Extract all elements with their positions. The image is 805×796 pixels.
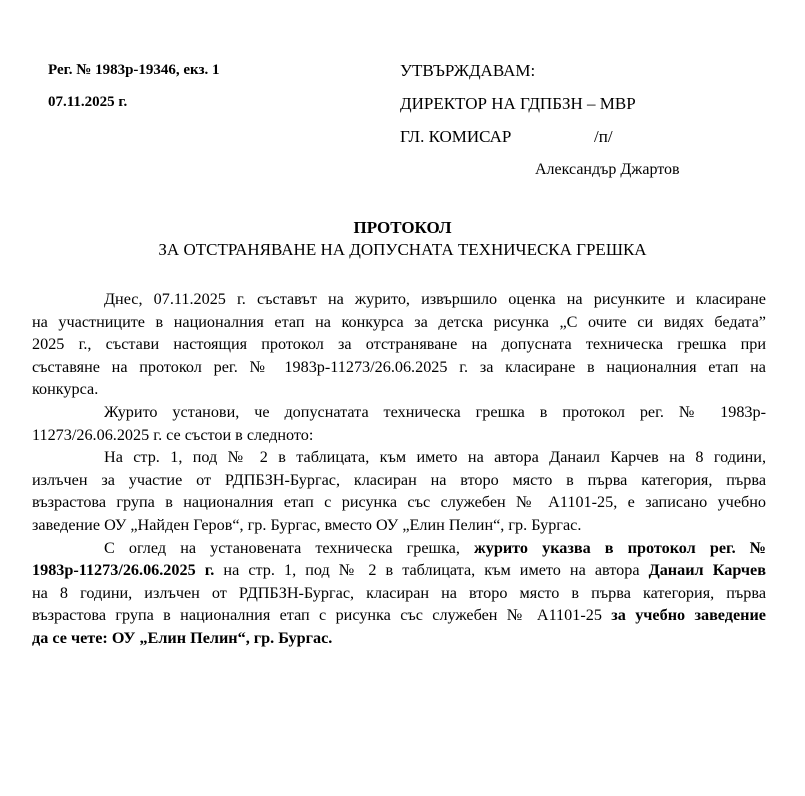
paragraph-line: излъчен за участие от РДПБЗН-Бургас, класиран на второ място в първа категория, първа <box>32 470 766 489</box>
approval-heading: УТВЪРЖДАВАМ: <box>400 61 536 80</box>
paragraph-line: На стр. 1, под № 2 в таблицата, към името на автора Данаил Карчев на 8 години, <box>104 448 766 467</box>
bold-run: 1983р-11273/26.06.2025 г. <box>32 561 215 580</box>
approver-name: Александър Джартов <box>535 161 680 178</box>
paragraph-line <box>32 627 766 650</box>
paragraph-1 <box>32 288 766 401</box>
paragraph-line <box>32 604 766 627</box>
paragraph-line: 2025 г., състави настоящия протокол за отстраняване на допусната техническа грешка при <box>32 335 766 354</box>
paragraph-line: 11273/26.06.2025 г. се състои в следното: <box>32 425 314 444</box>
signature-mark: /п/ <box>594 127 613 146</box>
paragraph-line <box>32 559 766 582</box>
text-run: С оглед на установената техническа грешка, <box>104 538 460 557</box>
paragraph-line: на участниците в националния етап на конкурса за детска рисунка „С очите си видях бедата” <box>32 312 766 331</box>
document-body <box>32 288 766 650</box>
registration-number: Рег. № 1983р-19346, екз. 1 <box>48 62 220 78</box>
approver-rank: ГЛ. КОМИСАР <box>400 127 512 146</box>
paragraph-4 <box>32 537 766 650</box>
paragraph-3 <box>32 446 766 536</box>
paragraph-2 <box>32 401 766 446</box>
paragraph-line: съставяне на протокол рег. № 1983р-11273/26.06.2025 г. за класиране в националния етап на <box>32 357 766 376</box>
paragraph-line: възрастова група в националния етап с рисунка със служебен № А1101-25, е записано учебно <box>32 493 766 512</box>
paragraph-line: конкурса. <box>32 380 99 399</box>
document-date: 07.11.2025 г. <box>48 94 128 110</box>
document-title: ПРОТОКОЛ <box>353 218 452 237</box>
bold-run: за учебно заведение <box>611 606 766 625</box>
text-run: на стр. 1, под № 2 в таблицата, към името на автора <box>223 561 640 580</box>
paragraph-line: на 8 години, излъчен от РДПБЗН-Бургас, класиран на второ място в първа категория, първа <box>32 583 766 602</box>
bold-run: Данаил Карчев <box>648 561 766 580</box>
approver-position: ДИРЕКТОР НА ГДПБЗН – МВР <box>400 94 636 113</box>
document-subtitle: ЗА ОТСТРАНЯВАНЕ НА ДОПУСНАТА ТЕХНИЧЕСКА ГРЕШКА <box>158 240 647 259</box>
paragraph-line <box>32 537 766 560</box>
bold-run: да се чете: ОУ „Елин Пелин“, гр. Бургас. <box>32 628 333 647</box>
paragraph-line: заведение ОУ „Найден Геров“, гр. Бургас, вместо ОУ „Елин Пелин“, гр. Бургас. <box>32 515 582 534</box>
text-run: възрастова група в националния етап с рисунка със служебен № А1101-25 <box>32 606 602 625</box>
bold-run: журито указва в протокол рег. № <box>474 538 766 557</box>
paragraph-line: Днес, 07.11.2025 г. съставът на журито, извършило оценка на рисунките и класиране <box>104 290 766 308</box>
paragraph-line: Журито установи, че допуснатата техническа грешка в протокол рег. № 1983р- <box>104 402 766 421</box>
